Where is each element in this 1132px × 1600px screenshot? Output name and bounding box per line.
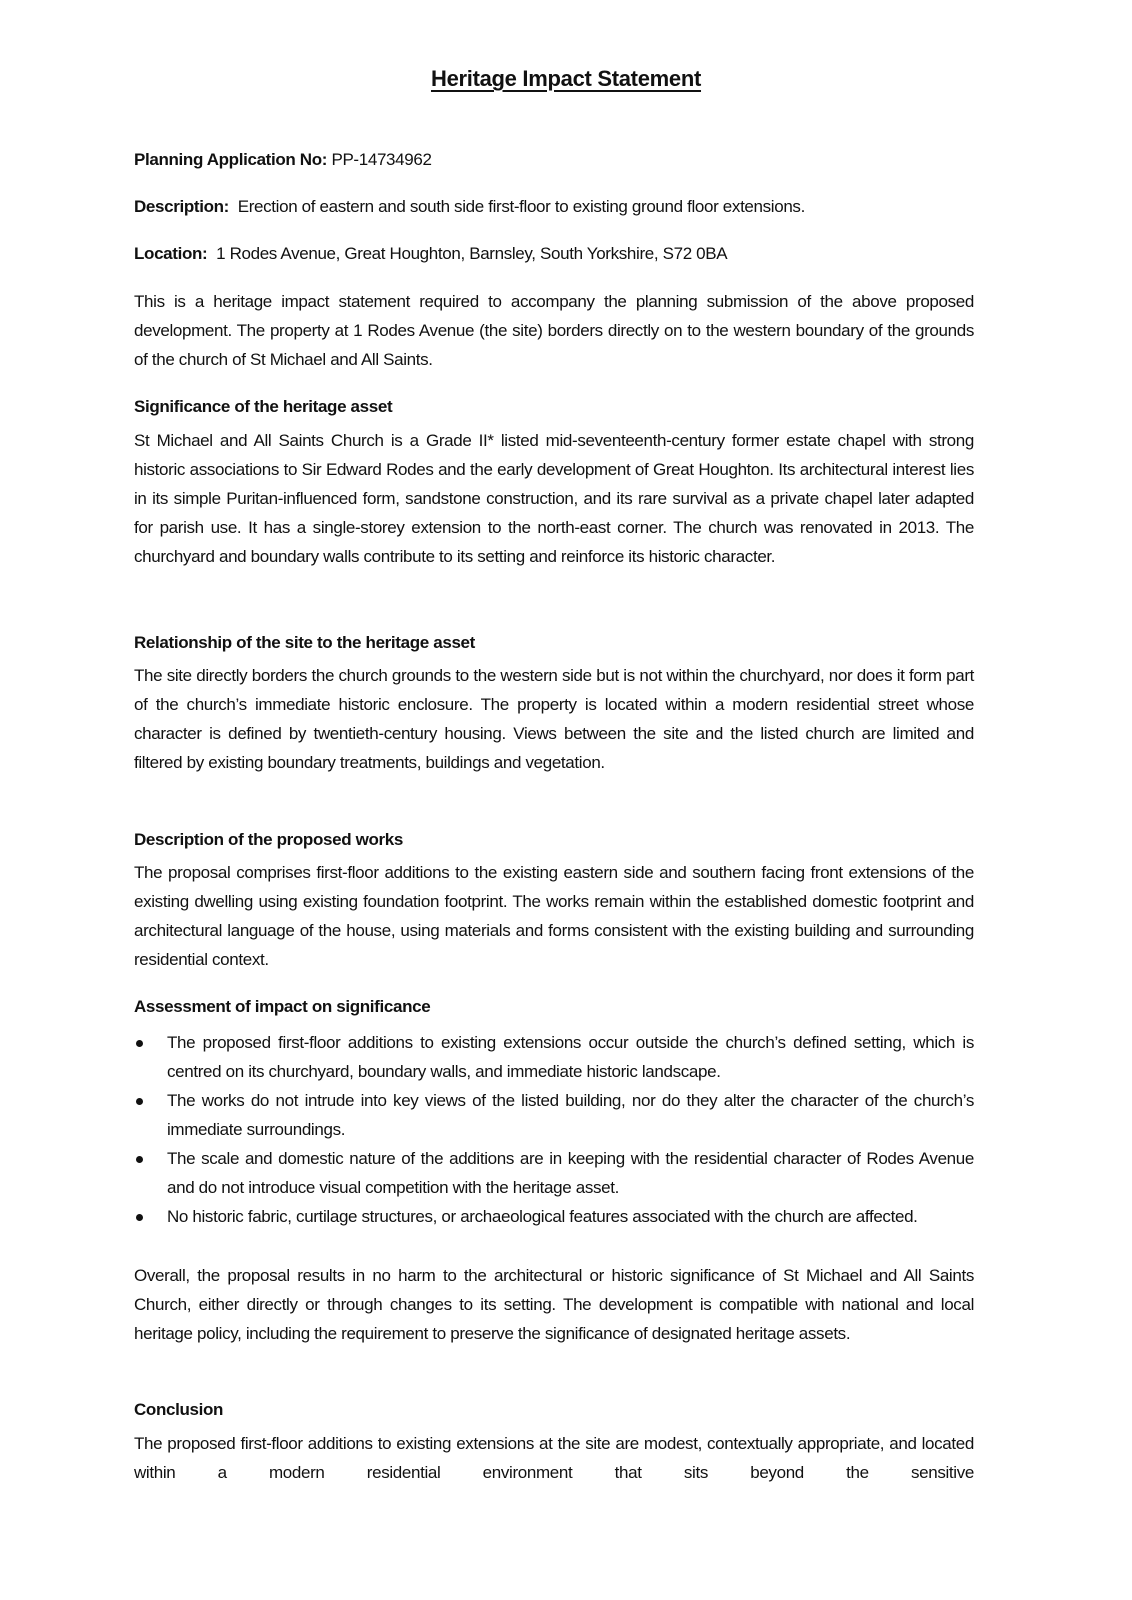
field-description xyxy=(134,192,974,221)
section-heading-significance: Significance of the heritage asset xyxy=(134,397,393,416)
bullet-icon xyxy=(136,1098,143,1105)
section-heading-conclusion: Conclusion xyxy=(134,1400,224,1419)
section-heading-relationship: Relationship of the site to the heritage asset xyxy=(134,633,475,652)
description-value: Erection of eastern and south side first-floor to existing ground floor extensions. xyxy=(237,197,805,216)
section-heading-assessment: Assessment of impact on significance xyxy=(134,997,431,1016)
field-location xyxy=(134,239,974,268)
section-heading-proposed-works: Description of the proposed works xyxy=(134,830,403,849)
location-value: 1 Rodes Avenue, Great Houghton, Barnsley, South Yorkshire, S72 0BA xyxy=(216,244,728,263)
assessment-bullet-list xyxy=(134,1028,974,1231)
section-body-conclusion: The proposed first-floor additions to existing extensions at the site are modest, contextually appropriate, and located within a modern residential environment that sits beyond the sensitive xyxy=(134,1434,974,1482)
description-label: Description: xyxy=(134,197,229,216)
location-label: Location: xyxy=(134,244,208,263)
section-body-proposed-works: The proposal comprises first-floor additions to the existing eastern side and southern facing front extensions of the existing dwelling using existing foundation footprint. The works remain within the established domestic footprint and architectural language of the house, using materials and forms consistent with the existing building and surrounding residential context. xyxy=(134,863,974,969)
document-title xyxy=(0,64,1132,94)
assessment-bullet-text: The proposed first-floor additions to existing extensions occur outside the church’s defined setting, which is centred on its churchyard, boundary walls, and immediate historic landscape. xyxy=(167,1033,974,1081)
assessment-bullet-item xyxy=(134,1202,974,1231)
bullet-icon xyxy=(136,1040,143,1047)
assessment-bullet-item xyxy=(134,1144,974,1202)
intro-paragraph: This is a heritage impact statement required to accompany the planning submission of the above proposed development. The property at 1 Rodes Avenue (the site) borders directly on to the western boundary of the grounds of the church of St Michael and All Saints. xyxy=(134,292,974,369)
bullet-icon xyxy=(136,1214,143,1221)
assessment-bullet-text: The works do not intrude into key views of the listed building, nor do they alter the character of the church’s immediate surroundings. xyxy=(167,1091,974,1139)
assessment-bullet-item xyxy=(134,1086,974,1144)
assessment-bullet-item xyxy=(134,1028,974,1086)
section-body-significance: St Michael and All Saints Church is a Grade II* listed mid-seventeenth-century former estate chapel with strong historic associations to Sir Edward Rodes and the early development of Great Houghton. Its architectural interest lies in its simple Puritan-influenced form, sandstone construction, and its rare survival as a private chapel later adapted for parish use. It has a single-storey extension to the north-east corner. The church was renovated in 2013. The churchyard and boundary walls contribute to its setting and reinforce its historic character. xyxy=(134,431,974,566)
section-body-relationship: The site directly borders the church grounds to the western side but is not within the churchyard, nor does it form part of the church’s immediate historic enclosure. The property is located within a modern residential street whose character is defined by twentieth-century housing. Views between the site and the listed church are limited and filtered by existing boundary treatments, buildings and vegetation. xyxy=(134,666,974,772)
planning-application-label: Planning Application No: xyxy=(134,150,328,169)
assessment-bullet-text: No historic fabric, curtilage structures, or archaeological features associated with the church are affected. xyxy=(167,1207,918,1226)
bullet-icon xyxy=(136,1156,143,1163)
assessment-summary: Overall, the proposal results in no harm to the architectural or historic significance of St Michael and All Saints Church, either directly or through changes to its setting. The development is compatible with national and local heritage policy, including the requirement to preserve the significance of designated heritage assets. xyxy=(134,1266,974,1343)
assessment-bullet-text: The scale and domestic nature of the additions are in keeping with the residential character of Rodes Avenue and do not introduce visual competition with the heritage asset. xyxy=(167,1149,974,1197)
field-planning-application xyxy=(134,145,974,174)
planning-application-value: PP-14734962 xyxy=(331,150,432,169)
document-title-text: Heritage Impact Statement xyxy=(430,66,702,91)
